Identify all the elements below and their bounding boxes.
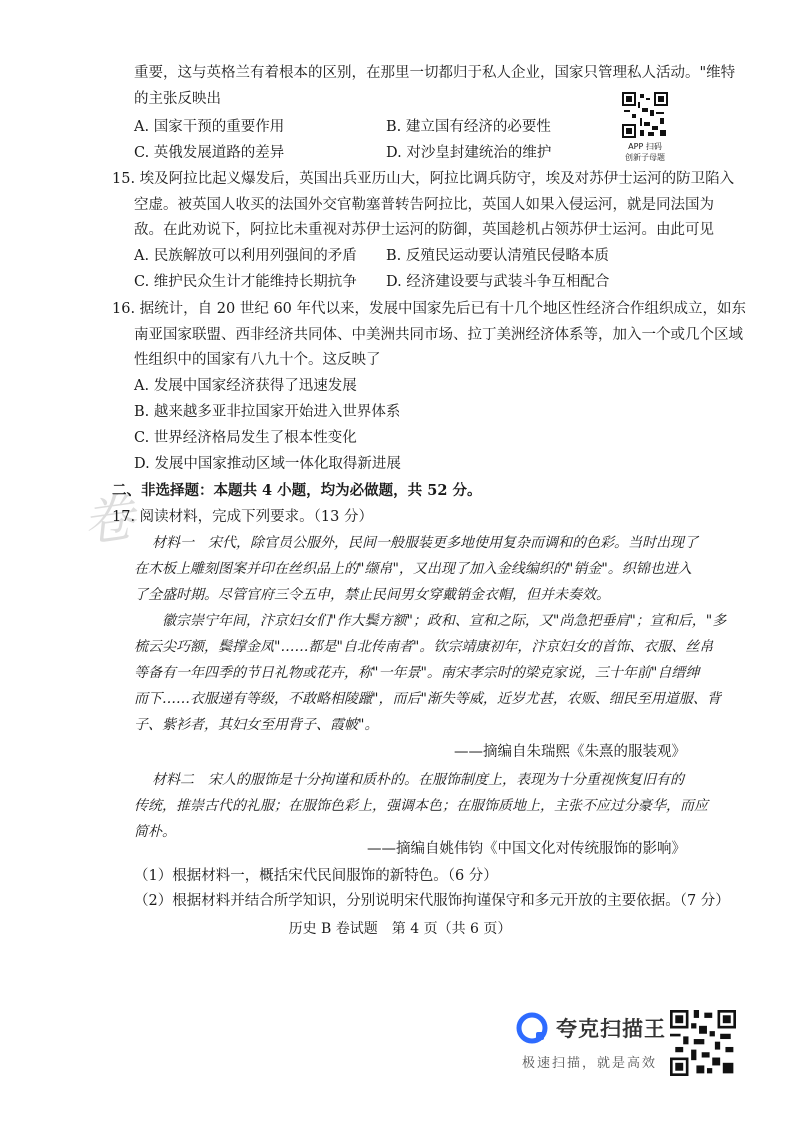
- watermark-qr-code: [670, 1010, 736, 1076]
- q15-text-line2: 空虚。被英国人收买的法国外交官勒塞普转告阿拉比，英国人如果入侵运河，就是同法国为: [134, 197, 714, 213]
- q17-material2-source: ——摘编自姚伟钧《中国文化对传统服饰的影响》: [367, 841, 686, 857]
- q15-text-line1: 15. 埃及阿拉比起义爆发后，英国出兵亚历山大，阿拉比调兵防守，埃及对苏伊士运河的防卫陷入: [112, 171, 735, 187]
- q14-option-c: C. 英俄发展道路的差异: [134, 145, 285, 161]
- q17-material1-line2: 在木板上雕刻图案并印在丝织品上的"缬帛"，又出现了加入金线编织的"销金"。织锦也进入: [134, 561, 692, 577]
- section-two-heading: 二、非选择题：本题共 4 小题，均为必做题，共 52 分。: [112, 482, 482, 499]
- q16-text-line3: 性组织中的国家有八九十个。这反映了: [134, 352, 381, 368]
- q15-text-line3: 敌。在此劝说下，阿拉比未重视对苏伊士运河的防御，英国趁机占领苏伊士运河。由此可见: [134, 222, 714, 238]
- q16-option-c: C. 世界经济格局发生了根本性变化: [134, 430, 357, 446]
- q17-requirement-2: （2）根据材料并结合所学知识，分别说明宋代服饰拘谨保守和多元开放的主要依据。（7 分）: [134, 893, 730, 909]
- qr-caption-line2: 创新子母题: [625, 153, 665, 162]
- watermark-title: 夸克扫描王: [556, 1017, 666, 1041]
- q14-option-a: A. 国家干预的重要作用: [134, 119, 285, 135]
- q17-material2-line2: 传统，推崇古代的礼服；在服饰色彩上，强调本色；在服饰质地上，主张不应过分豪华，而应: [134, 798, 708, 814]
- q17-material1-line5: 梳云尖巧额，鬓撑金凤"……都是"自北传南者"。钦宗靖康初年，汴京妇女的首饰、衣服、丝帛: [134, 639, 714, 655]
- watermark-subtitle: 极速扫描，就是高效: [522, 1056, 658, 1071]
- q16-option-a: A. 发展中国家经济获得了迅速发展: [134, 378, 357, 394]
- q14-text-line2: 的主张反映出: [134, 91, 221, 107]
- q17-material1-line6: 等备有一年四季的节日礼物或花卉，称"一年景"。南宋孝宗时的梁克家说，三十年前"自缙绅: [134, 665, 700, 681]
- faded-stamp-mark: 卷: [78, 487, 139, 555]
- q17-material2-line1: 材料二 宋人的服饰是十分拘谨和质朴的。在服饰制度上，表现为十分重视恢复旧有的: [152, 772, 684, 788]
- q17-material1-line1: 材料一 宋代，除官员公服外，民间一般服装更多地使用复杂而调和的色彩。当时出现了: [152, 535, 698, 551]
- q17-material1-line8: 子、紫衫者，其妇女至用背子、霞帔"。: [134, 717, 379, 733]
- page-footer: 历史 B 卷试题 第 4 页（共 6 页）: [288, 921, 512, 937]
- q17-material1-source: ——摘编自朱瑞熙《朱熹的服装观》: [454, 744, 686, 760]
- q17-material1-line3: 了全盛时期。尽管官府三令五申，禁止民间男女穿戴销金衣帽，但并未奏效。: [134, 587, 610, 603]
- q14-text-line1: 重要，这与英格兰有着根本的区别，在那里一切都归于私人企业，国家只管理私人活动。"维特: [134, 65, 736, 81]
- scanner-watermark: [516, 1012, 666, 1044]
- q14-option-d: D. 对沙皇封建统治的维护: [386, 145, 552, 161]
- q17-requirement-1: （1）根据材料一，概括宋代民间服饰的新特色。（6 分）: [134, 868, 498, 884]
- q16-text-line2: 南亚国家联盟、西非经济共同体、中美洲共同市场、拉丁美洲经济体系等，加入一个或几个区域: [134, 327, 743, 343]
- q15-option-b: B. 反殖民运动要认清殖民侵略本质: [386, 248, 609, 264]
- q16-option-b: B. 越来越多亚非拉国家开始进入世界体系: [134, 404, 401, 420]
- q15-option-d: D. 经济建设要与武装斗争互相配合: [386, 274, 610, 290]
- q16-text-line1: 16. 据统计，自 20 世纪 60 年代以来，发展中国家先后已有十几个地区性经济合作组织成立，如东: [112, 301, 747, 317]
- quark-logo-icon: [516, 1012, 548, 1044]
- q17-material2-line3: 简朴。: [134, 824, 176, 840]
- q17-material1-line4: 徽宗崇宁年间，汴京妇女们"作大鬓方额"；政和、宣和之际，又"尚急把垂肩"；宣和后，"多: [162, 613, 727, 629]
- qr-caption-line1: APP 扫码: [628, 142, 662, 151]
- q16-option-d: D. 发展中国家推动区域一体化取得新进展: [134, 456, 401, 472]
- q14-option-b: B. 建立国有经济的必要性: [386, 119, 551, 135]
- q15-option-c: C. 维护民众生计才能维持长期抗争: [134, 274, 357, 290]
- q17-heading: 17. 阅读材料，完成下列要求。（13 分）: [112, 509, 373, 525]
- q15-option-a: A. 民族解放可以利用列强间的矛盾: [134, 248, 357, 264]
- q17-material1-line7: 而下……衣服递有等级，不敢略相陵躐"，而后"渐失等威，近岁尤甚，农贩、细民至用道服、背: [134, 691, 721, 707]
- app-qr-code: [622, 92, 668, 138]
